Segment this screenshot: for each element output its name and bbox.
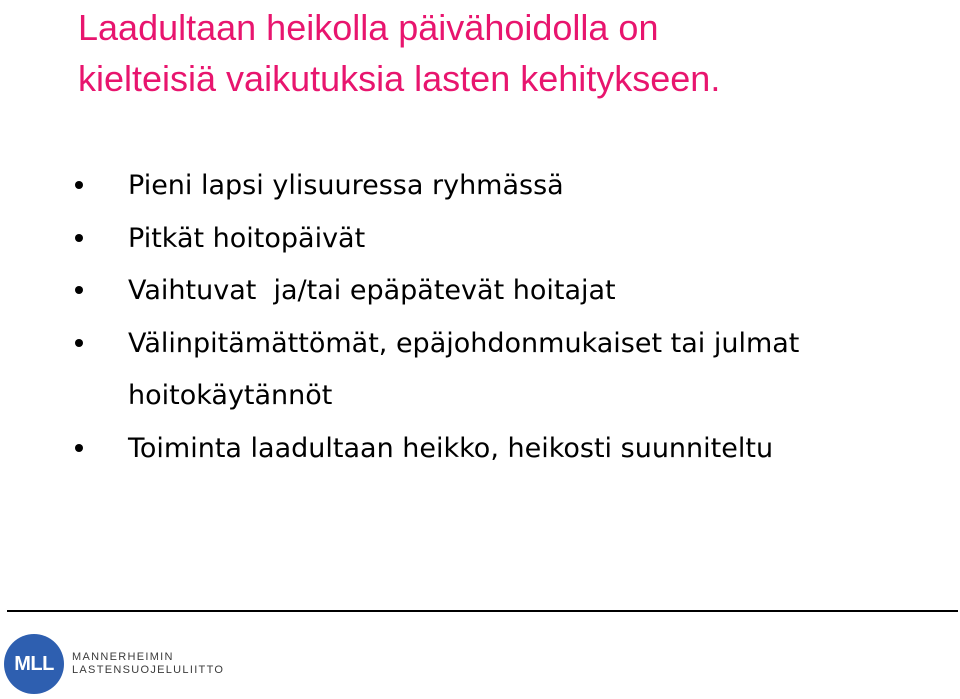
organization-logo xyxy=(4,632,224,696)
bullet-list xyxy=(0,160,940,475)
bullet-text: Vaihtuvat ja/tai epäpätevät hoitajat xyxy=(128,275,616,306)
bullet-dot-icon xyxy=(75,234,83,242)
bullet-item xyxy=(0,265,940,318)
slide-title-line-2: kielteisiä vaikutuksia lasten kehitykseen. xyxy=(78,58,721,99)
footer-divider xyxy=(7,610,958,612)
bullet-item xyxy=(0,160,940,213)
logo-org-line-2: LASTENSUOJELULIITTO xyxy=(72,664,225,676)
bullet-dot-icon xyxy=(75,286,83,294)
slide-title xyxy=(78,2,938,104)
bullet-item xyxy=(0,213,940,266)
bullet-text: Pieni lapsi ylisuuressa ryhmässä xyxy=(128,170,564,201)
slide-title-line-1: Laadultaan heikolla päivähoidolla on xyxy=(78,7,659,48)
logo-abbreviation: MLL xyxy=(14,652,54,675)
bullet-dot-icon xyxy=(75,339,83,347)
bullet-text: Pitkät hoitopäivät xyxy=(128,222,366,254)
bullet-text: Toiminta laadultaan heikko, heikosti suunniteltu xyxy=(128,432,774,464)
logo-circle-icon xyxy=(4,634,64,694)
bullet-item xyxy=(0,423,940,476)
bullet-item xyxy=(0,318,908,423)
bullet-text: Välinpitämättömät, epäjohdonmukaiset tai julmat hoitokäytännöt xyxy=(128,327,800,411)
bullet-dot-icon xyxy=(75,181,83,189)
logo-wordmark xyxy=(72,651,224,677)
bullet-dot-icon xyxy=(75,444,83,452)
logo-org-line-1: MANNERHEIMIN xyxy=(72,651,174,663)
